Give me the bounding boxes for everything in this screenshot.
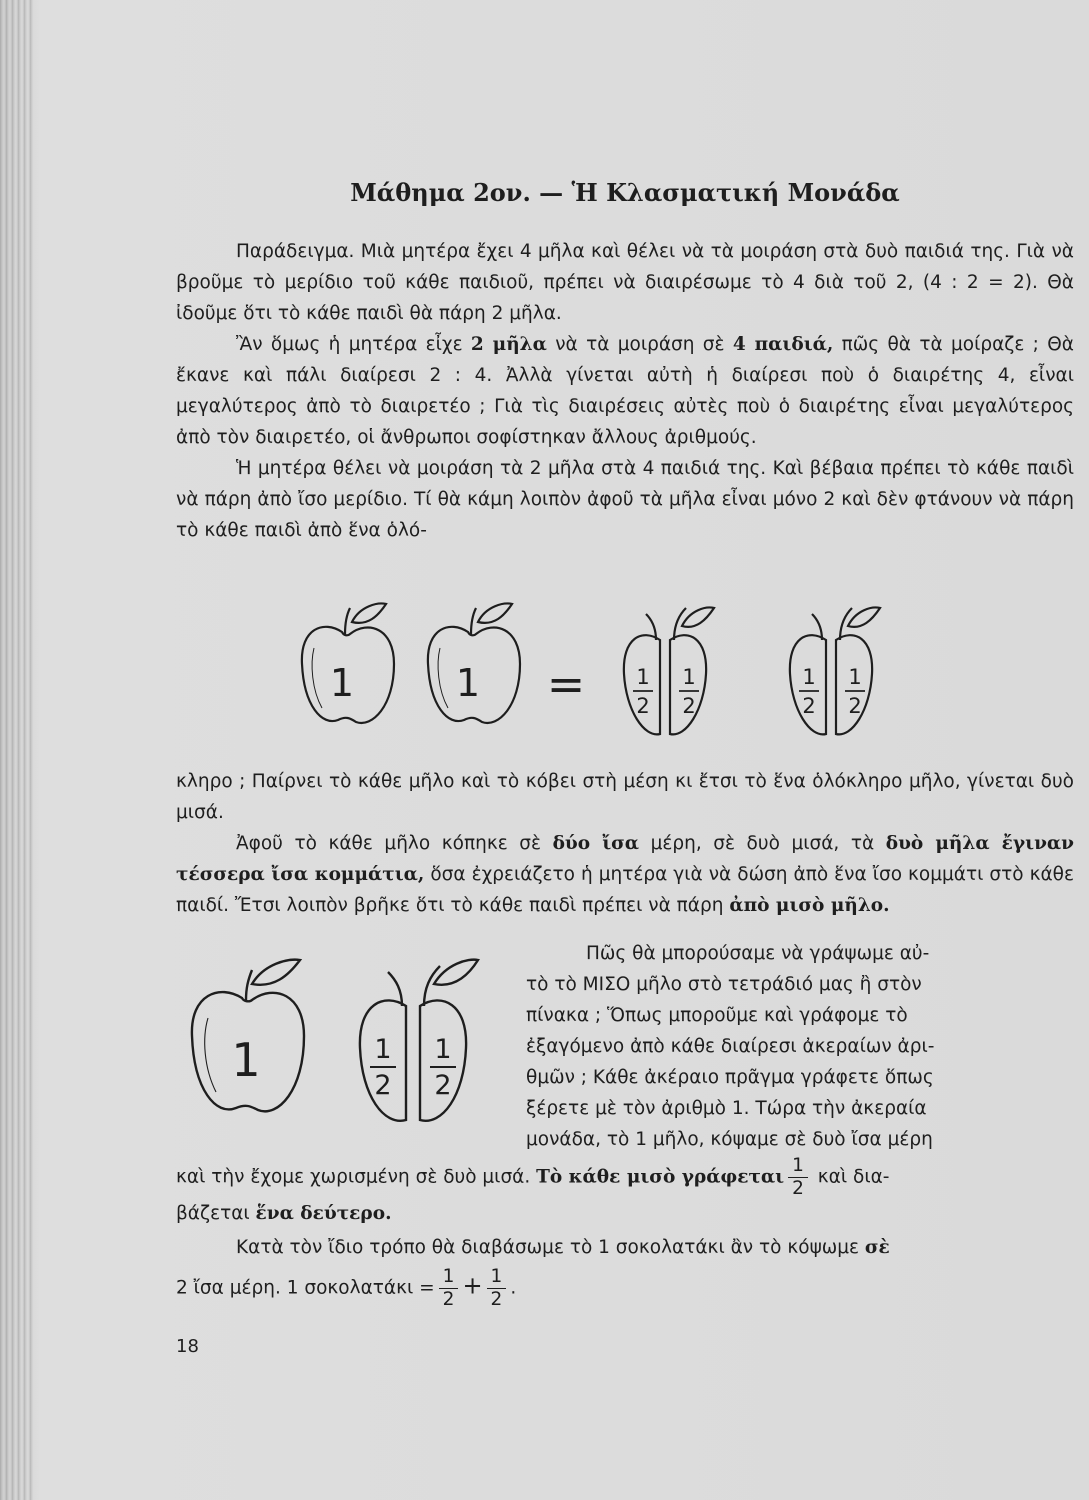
whole-apple: [192, 960, 304, 1112]
paragraph-chocolate: Κατὰ τὸν ἴδιο τρόπο θὰ διαβάσωμε τὸ 1 σοκολατάκι ἂν τὸ κόψωμε σὲ 2 ἴσα μέρη. 1 σοκολατάκι = $\frac{1}{2}$ + $\frac{1}{2}$ .: [176, 1237, 890, 1310]
equals-sign: =: [546, 657, 586, 711]
fraction-half-a: $\frac{1}{2}$: [439, 1266, 459, 1311]
svg-text:2: 2: [848, 694, 862, 718]
fraction-half-b: $\frac{1}{2}$: [487, 1266, 507, 1311]
svg-text:1: 1: [848, 665, 862, 689]
paragraph-halves: Ἀφοῦ τὸ κάθε μῆλο κόπηκε σὲ δύο ἴσα μέρη, σὲ δυὸ μισά, τὰ δυὸ μῆλα ἔγιναν τέσσερα ἴσα κομμάτια, ὅσα ἐχρειάζετο ἡ μητέρα γιὰ νὰ δώση ἀπὸ ἕνα ἴσο κομμάτι στὸ κάθε παιδί. Ἔτσι λοιπὸν βρῆκε ὅτι τὸ κάθε παιδὶ πρέπει νὰ πάρη ἀπὸ μισὸ μῆλο.: [176, 833, 1074, 916]
svg-text:2: 2: [636, 694, 650, 718]
paragraph-cut-text: κληρο ; Παίρνει τὸ κάθε μῆλο καὶ τὸ κόβει στὴ μέση κι ἔτσι τὸ ἕνα ὁλόκληρο μῆλο, γίνεται δυὸ μισά.: [176, 771, 1074, 823]
svg-text:2: 2: [374, 1070, 392, 1101]
paragraph-writing-half: Πῶς θὰ μπορούσαμε νὰ γράψωμε αὐ- τὸ τὸ ΜΙΣΟ μῆλο στὸ τετράδιό μας ἢ στὸν πίνακα ; Ὅπως μποροῦμε καὶ γράφομε τὸ ἐξαγόμενο ἀπὸ κάθε διαίρεσι ἀκεραίων ἀρι- θμῶν ; Κάθε ἀκέραιο πρᾶγμα γράφετε ὅπως ξέρετε μὲ τὸν ἀριθμὸ 1. Τώρα τὴν ἀκεραία μονάδα, τὸ 1 μῆλο, κόψαμε σὲ δυὸ ἴσα μέρη: [526, 943, 935, 1150]
paragraph-question: Ἂν ὅμως ἡ μητέρα εἶχε 2 μῆλα νὰ τὰ μοιράση σὲ 4 παιδιά, πῶς θὰ τὰ μοίραζε ; Θὰ ἔκανε καὶ πάλι διαίρεσι 2 : 4. Ἀλλὰ γίνεται αὐτὴ ἡ διαίρεσι ποὺ ὁ διαιρέτης 4, εἶναι μεγαλύτερος ἀπὸ τὸ διαιρετέο ; Γιὰ τὶς διαιρέσεις αὐτὲς ποὺ ὁ διαιρέτης εἶναι μεγαλύτερος ἀπὸ τὸν διαιρετέο, οἱ ἄνθρωποι σοφίστηκαν ἄλλους ἀριθμούς.: [176, 334, 1074, 448]
svg-text:1: 1: [434, 1034, 452, 1065]
half-apple-pair-2: [790, 608, 880, 735]
bold-two-apples: 2 μῆλα: [470, 334, 547, 355]
whole-apple-1: [302, 604, 394, 723]
half-apple-pair-1: [624, 608, 714, 735]
apple-2-label: 1: [455, 661, 481, 705]
svg-text:1: 1: [802, 665, 816, 689]
whole-apple-2: [428, 604, 520, 723]
svg-text:1: 1: [374, 1034, 392, 1065]
apple-1-label: 1: [329, 661, 355, 705]
page-number: 18: [176, 1336, 199, 1357]
svg-text:2: 2: [682, 694, 696, 718]
svg-text:2: 2: [802, 694, 816, 718]
apple-half-figure: [180, 950, 510, 1140]
example-text: Μιὰ μητέρα ἔχει 4 μῆλα καὶ θέλει νὰ τὰ μοιράση στὰ δυὸ παιδιά της. Γιὰ νὰ βροῦμε τὸ μερίδιο τοῦ κάθε παιδιοῦ, πρέπει νὰ διαιρέσωμε τὸ 4 διὰ τοῦ 2, (4 : 2 = 2). Θὰ ἰδοῦμε ὅτι τὸ κάθε παιδὶ θὰ πάρη 2 μῆλα.: [176, 241, 1074, 324]
paragraph-one-half: καὶ τὴν ἔχομε χωρισμένη σὲ δυὸ μισά. Τὸ κάθε μισὸ γράφεται $\frac{1}{2}$ καὶ δια- βάζεται ἕνα δεύτερο.: [176, 1155, 890, 1224]
fraction-one-half: $\frac{1}{2}$: [788, 1155, 808, 1200]
svg-text:1: 1: [682, 665, 696, 689]
bold-four-children: 4 παιδιά,: [732, 334, 834, 355]
paragraph-example: [176, 236, 1074, 546]
whole-apple-label: 1: [231, 1033, 261, 1087]
apples-halves-figure: [290, 598, 950, 748]
lesson-title: Μάθημα 2ον. — Ἡ Κλασματική Μονάδα: [350, 178, 900, 207]
paragraph-mother: Ἡ μητέρα θέλει νὰ μοιράση τὰ 2 μῆλα στὰ 4 παιδιά της. Καὶ βέβαια πρέπει τὸ κάθε παιδὶ νὰ πάρη ἀπὸ ἴσο μερίδιο. Τί θὰ κάμη λοιπὸν ἀφοῦ τὰ μῆλα εἶναι μόνο 2 καὶ δὲν φτάνουν νὰ πάρη τὸ κάθε παιδὶ ἀπὸ ἕνα ὁλό-: [176, 458, 1074, 541]
svg-text:2: 2: [434, 1070, 452, 1101]
page-edge-stack: [0, 0, 34, 1500]
paragraph-cut: [176, 766, 1074, 921]
plus-sign: +: [462, 1271, 483, 1300]
apple-halves: [360, 960, 478, 1121]
example-label: Παράδειγμα.: [236, 241, 355, 262]
svg-text:1: 1: [636, 665, 650, 689]
